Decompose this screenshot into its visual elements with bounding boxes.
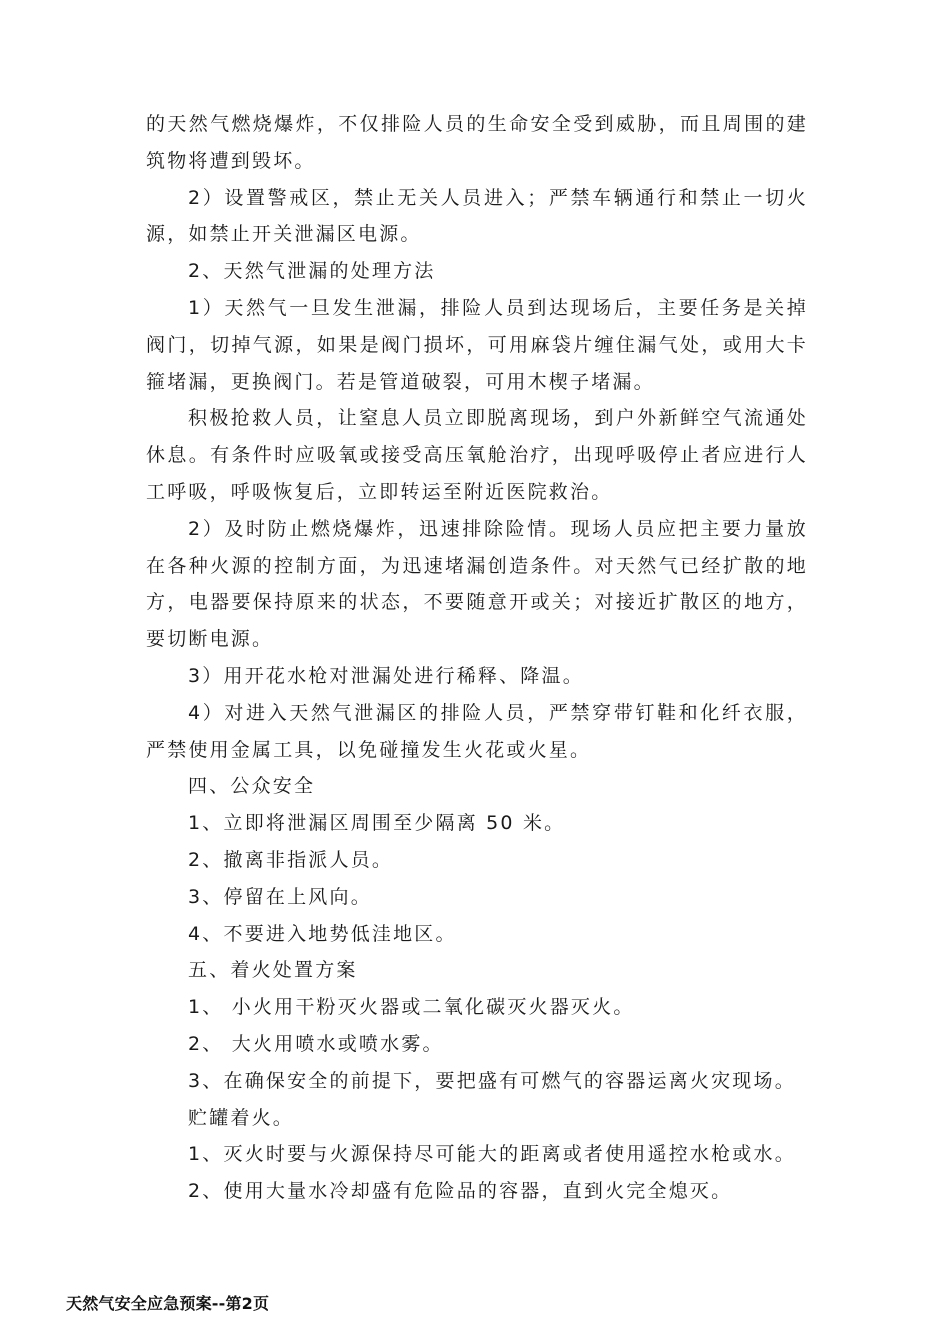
- list-item-public-2: 2、撤离非指派人员。: [188, 848, 394, 871]
- paragraph-continuation: 的天然气燃烧爆炸，不仅排险人员的生命安全受到威胁，而且周围的建筑物将遭到毁坏。: [146, 113, 808, 172]
- list-item-tank-1: 1、灭火时要与火源保持尽可能大的距离或者使用遥控水枪或水。: [188, 1143, 796, 1166]
- list-item-fire-2: 2、 大火用喷水或喷水雾。: [188, 1032, 444, 1055]
- section-heading-public-safety: 四、公众安全: [188, 775, 316, 798]
- section-heading-leak-handling: 2、天然气泄漏的处理方法: [188, 260, 436, 283]
- list-item-tank-2: 2、使用大量水冷却盛有危险品的容器，直到火完全熄灭。: [188, 1180, 733, 1203]
- subheading-tank-fire: 贮罐着火。: [188, 1106, 295, 1129]
- list-item-public-3: 3、停留在上风向。: [188, 885, 372, 908]
- list-item-public-1: 1、立即将泄漏区周围至少隔离 50 米。: [188, 812, 566, 835]
- paragraph-leak-step-2: 2）及时防止燃烧爆炸，迅速排除险情。现场人员应把主要力量放在各种火源的控制方面，为迅速堵漏创造条件。对天然气已经扩散的地方，电器要保持原来的状态，不要随意开或关；对接近扩散区的地方，要切断电源。: [146, 517, 808, 651]
- paragraph-warning-zone: 2）设置警戒区，禁止无关人员进入；严禁车辆通行和禁止一切火源，如禁止开关泄漏区电源。: [146, 186, 808, 246]
- paragraph-rescue: 积极抢救人员，让窒息人员立即脱离现场，到户外新鲜空气流通处休息。有条件时应吸氧或接受高压氧舱治疗，出现呼吸停止者应进行人工呼吸，呼吸恢复后，立即转运至附近医院救治。: [146, 407, 808, 503]
- list-item-fire-3: 3、在确保安全的前提下，要把盛有可燃气的容器运离火灾现场。: [188, 1069, 796, 1092]
- list-item-fire-1: 1、 小火用干粉灭火器或二氧化碳灭火器灭火。: [188, 996, 635, 1019]
- document-body: [146, 106, 808, 1210]
- page-footer: 天然气安全应急预案--第2页: [66, 1294, 270, 1313]
- section-heading-fire-plan: 五、着火处置方案: [188, 959, 358, 982]
- paragraph-leak-step-1: 1）天然气一旦发生泄漏，排险人员到达现场后，主要任务是关掉阀门，切掉气源，如果是阀门损坏，可用麻袋片缠住漏气处，或用大卡箍堵漏，更换阀门。若是管道破裂，可用木楔子堵漏。: [146, 296, 808, 393]
- list-item-public-4: 4、不要进入地势低洼地区。: [188, 922, 457, 945]
- paragraph-leak-step-4: 4）对进入天然气泄漏区的排险人员，严禁穿带钉鞋和化纤衣服，严禁使用金属工具，以免碰撞发生火花或火星。: [146, 701, 808, 761]
- paragraph-leak-step-3: 3）用开花水枪对泄漏处进行稀释、降温。: [188, 664, 584, 687]
